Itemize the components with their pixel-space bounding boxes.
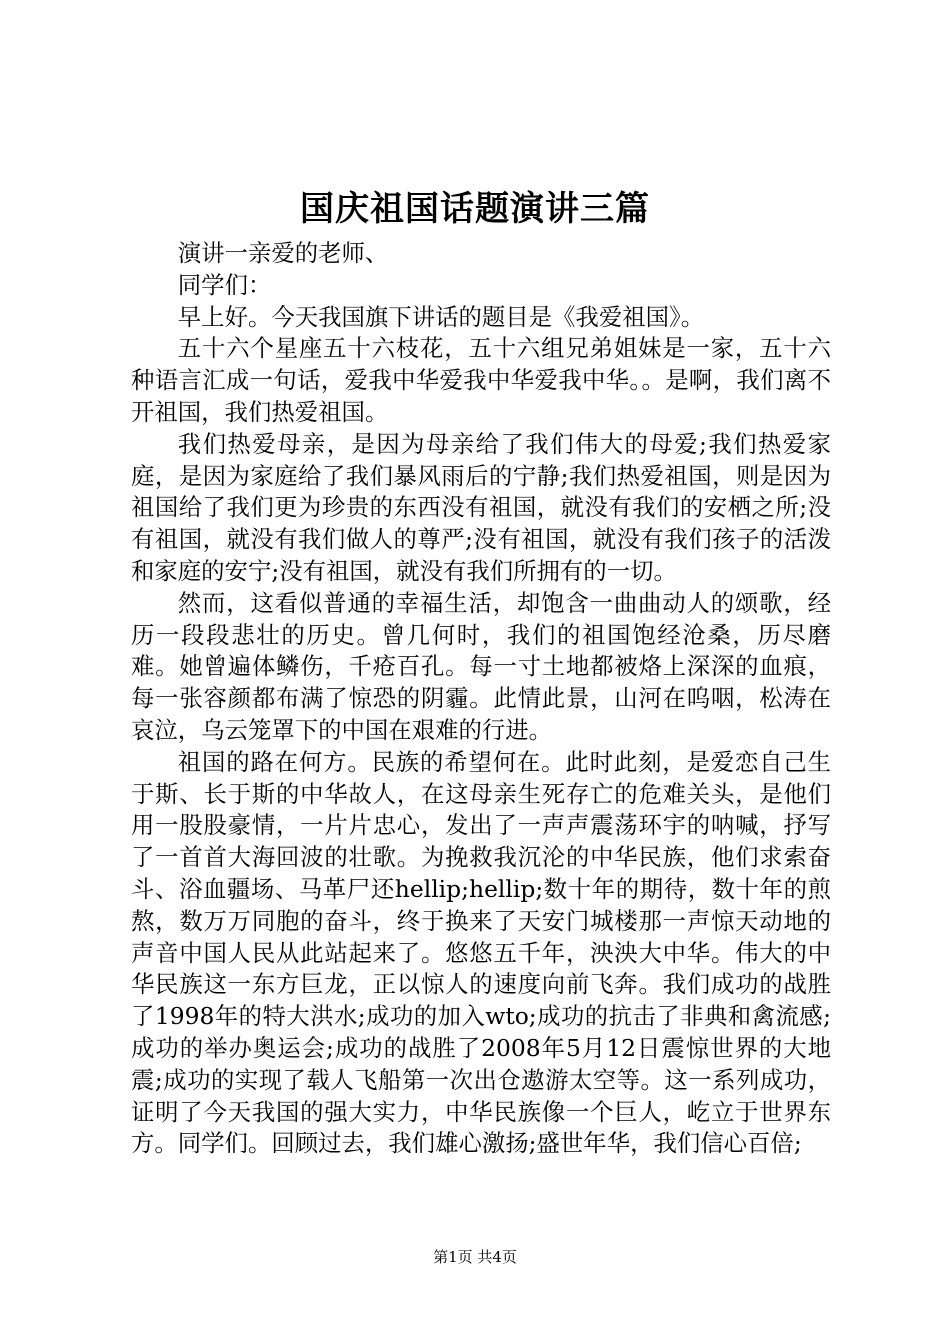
document-body [131,238,831,1160]
paragraph: 五十六个星座五十六枝花，五十六组兄弟姐妹是一家，五十六种语言汇成一句话，爱我中华爱我中华爱我中华。。是啊，我们离不开祖国，我们热爱祖国。 [131,334,831,426]
paragraph: 我们热爱母亲，是因为母亲给了我们伟大的母爱;我们热爱家庭，是因为家庭给了我们暴风雨后的宁静;我们热爱祖国，则是因为祖国给了我们更为珍贵的东西没有祖国，就没有我们的安栖之所;没有祖国，就没有我们做人的尊严;没有祖国，就没有我们孩子的活泼和家庭的安宁;没有祖国，就没有我们所拥有的一切。 [131,429,831,585]
paragraph: 同学们： [177,270,272,299]
paragraph: 早上好。今天我国旗下讲话的题目是《我爱祖国》。 [177,302,705,331]
paragraph: 祖国的路在何方。民族的希望何在。此时此刻，是爱恋自己生于斯、长于斯的中华故人，在这母亲生死存亡的危难关头，是他们用一股股豪情，一片片忠心，发出了一声声震荡环宇的呐喊，抒写了一首首大海回波的壮歌。为挽救我沉沦的中华民族，他们求索奋斗、浴血疆场、马革尸还hellip;hellip;数十年的期待，数十年的煎熬，数万万同胞的奋斗，终于换来了天安门城楼那一声惊天动地的声音中国人民从此站起来了。悠悠五千年，泱泱大中华。伟大的中华民族这一东方巨龙，正以惊人的速度向前飞奔。我们成功的战胜了1998年的特大洪水;成功的加入wto;成功的抗击了非典和禽流感;成功的举办奥运会;成功的战胜了2008年5月12日震惊世界的大地震;成功的实现了载人飞船第一次出仓遨游太空等。这一系列成功，证明了今天我国的强大实力，中华民族像一个巨人，屹立于世界东方。同学们。回顾过去，我们雄心激扬;盛世年华，我们信心百倍; [131,747,831,1158]
document-title: 国庆祖国话题演讲三篇 [300,189,650,229]
paragraph: 演讲一亲爱的老师、 [177,239,389,267]
page-number-footer: 第1页 共4页 [433,1248,517,1266]
paragraph: 然而，这看似普通的幸福生活，却饱含一曲曲动人的颂歌，经历一段段悲壮的历史。曾几何时，我们的祖国饱经沧桑，历尽磨难。她曾遍体鳞伤，千疮百孔。每一寸土地都被烙上深深的血痕，每一张容颜都布满了惊恐的阴霾。此情此景，山河在呜咽，松涛在哀泣，乌云笼罩下的中国在艰难的行进。 [131,588,831,744]
